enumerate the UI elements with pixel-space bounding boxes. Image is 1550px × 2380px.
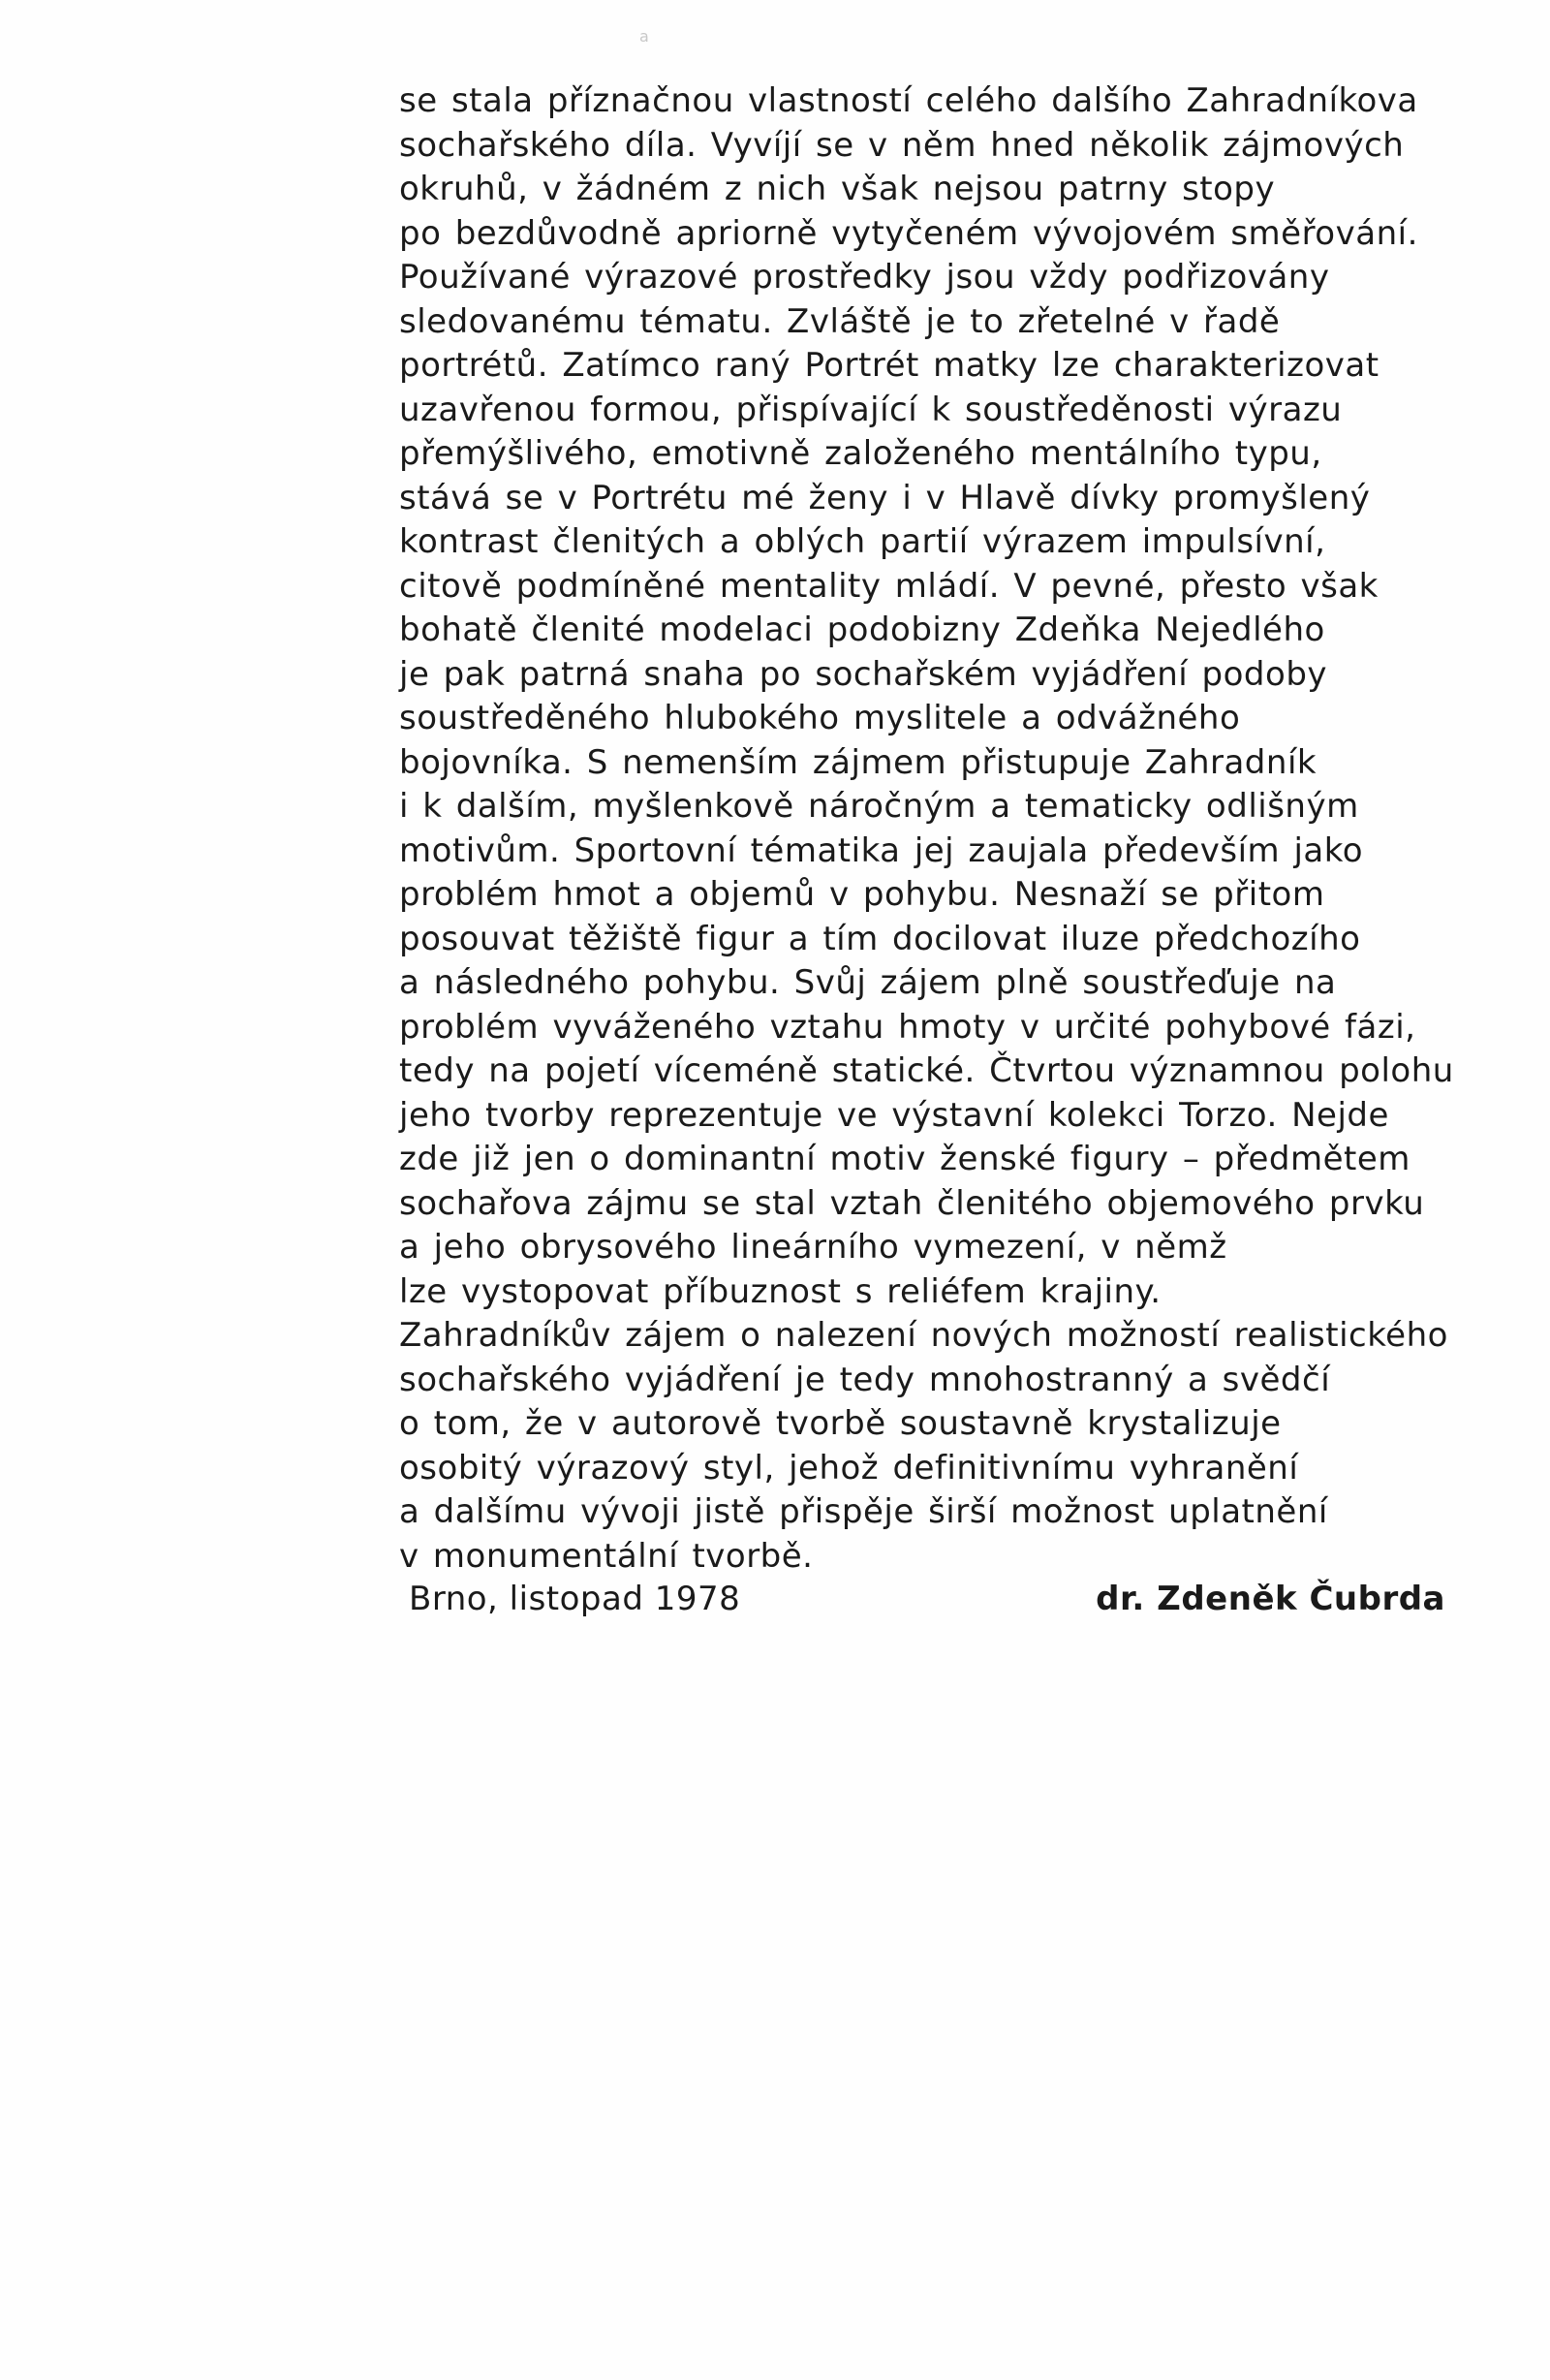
signature-row [409, 1580, 1445, 1628]
page-mark: a [639, 27, 649, 46]
text-line: okruhů, v žádném z nich však nejsou patrny stopy [399, 170, 1276, 208]
text-line: sledovanému tématu. Zvláště je to zřetelné v řadě [399, 301, 1281, 341]
text-line: Používané výrazové prostředky jsou vždy podřizovány [399, 258, 1330, 297]
text-line: po bezdůvodně apriorně vytyčeném vývojovém směřování. [399, 213, 1418, 253]
text-line: je pak patrná snaha po sochařském vyjádření podoby [399, 654, 1328, 694]
body-text [399, 79, 1465, 1579]
text-line: sochařského vyjádření je tedy mnohostranný a svědčí [399, 1360, 1331, 1399]
text-line: soustředěného hlubokého myslitele a odvážného [399, 699, 1241, 737]
text-line: se stala příznačnou vlastností celého dalšího Zahradníkova [399, 81, 1418, 120]
text-line: citově podmíněné mentality mládí. V pevné, přesto však [399, 566, 1379, 606]
text-line: stává se v Portrétu mé ženy i v Hlavě dívky promyšlený [399, 478, 1371, 517]
text-line: a dalšímu vývoji jistě přispěje širší možnost uplatnění [399, 1492, 1328, 1531]
text-line: tedy na pojetí víceméně statické. Čtvrtou významnou polohu [399, 1051, 1454, 1090]
text-line: lze vystopovat příbuznost s reliéfem krajiny. [399, 1271, 1162, 1311]
text-line: i k dalším, myšlenkově náročným a tematicky odlišným [399, 787, 1359, 826]
text-line: posouvat těžiště figur a tím docilovat iluze předchozího [399, 919, 1361, 958]
text-line: přemýšlivého, emotivně založeného mentálního typu, [399, 434, 1322, 473]
text-line: v monumentální tvorbě. [399, 1536, 814, 1576]
text-line: sochařova zájmu se stal vztah členitého objemového prvku [399, 1183, 1425, 1223]
text-line: uzavřenou formou, přispívající k soustředěnosti výrazu [399, 390, 1343, 429]
place-date: Brno, listopad 1978 [409, 1580, 741, 1618]
text-line: portrétů. Zatímco raný Portrét matky lze charakterizovat [399, 346, 1380, 385]
text-line: problém hmot a objemů v pohybu. Nesnaží se přitom [399, 875, 1325, 914]
text-line: a jeho obrysového lineárního vymezení, v němž [399, 1228, 1227, 1267]
author-name: dr. Zdeněk Čubrda [1096, 1580, 1445, 1618]
text-line: sochařského díla. Vyvíjí se v něm hned několik zájmových [399, 125, 1405, 165]
text-line: Zahradníkův zájem o nalezení nových možností realistického [399, 1316, 1448, 1355]
text-line: osobitý výrazový styl, jehož definitivnímu vyhranění [399, 1448, 1299, 1488]
text-line: motivům. Sportovní tématika jej zaujala především jako [399, 830, 1364, 870]
text-line: o tom, že v autorově tvorbě soustavně krystalizuje [399, 1404, 1282, 1443]
text-line: bohatě členité modelaci podobizny Zdeňka Nejedlého [399, 611, 1325, 649]
text-line: bojovníka. S nemenším zájmem přistupuje Zahradník [399, 742, 1318, 782]
text-line: kontrast členitých a oblých partií výrazem impulsívní, [399, 522, 1326, 561]
text-line: a následného pohybu. Svůj zájem plně soustřeďuje na [399, 963, 1337, 1002]
text-line: jeho tvorby reprezentuje ve výstavní kolekci Torzo. Nejde [399, 1095, 1389, 1135]
text-line: problém vyváženého vztahu hmoty v určité pohybové fázi, [399, 1007, 1416, 1047]
text-line: zde již jen o dominantní motiv ženské figury – předmětem [399, 1140, 1410, 1178]
